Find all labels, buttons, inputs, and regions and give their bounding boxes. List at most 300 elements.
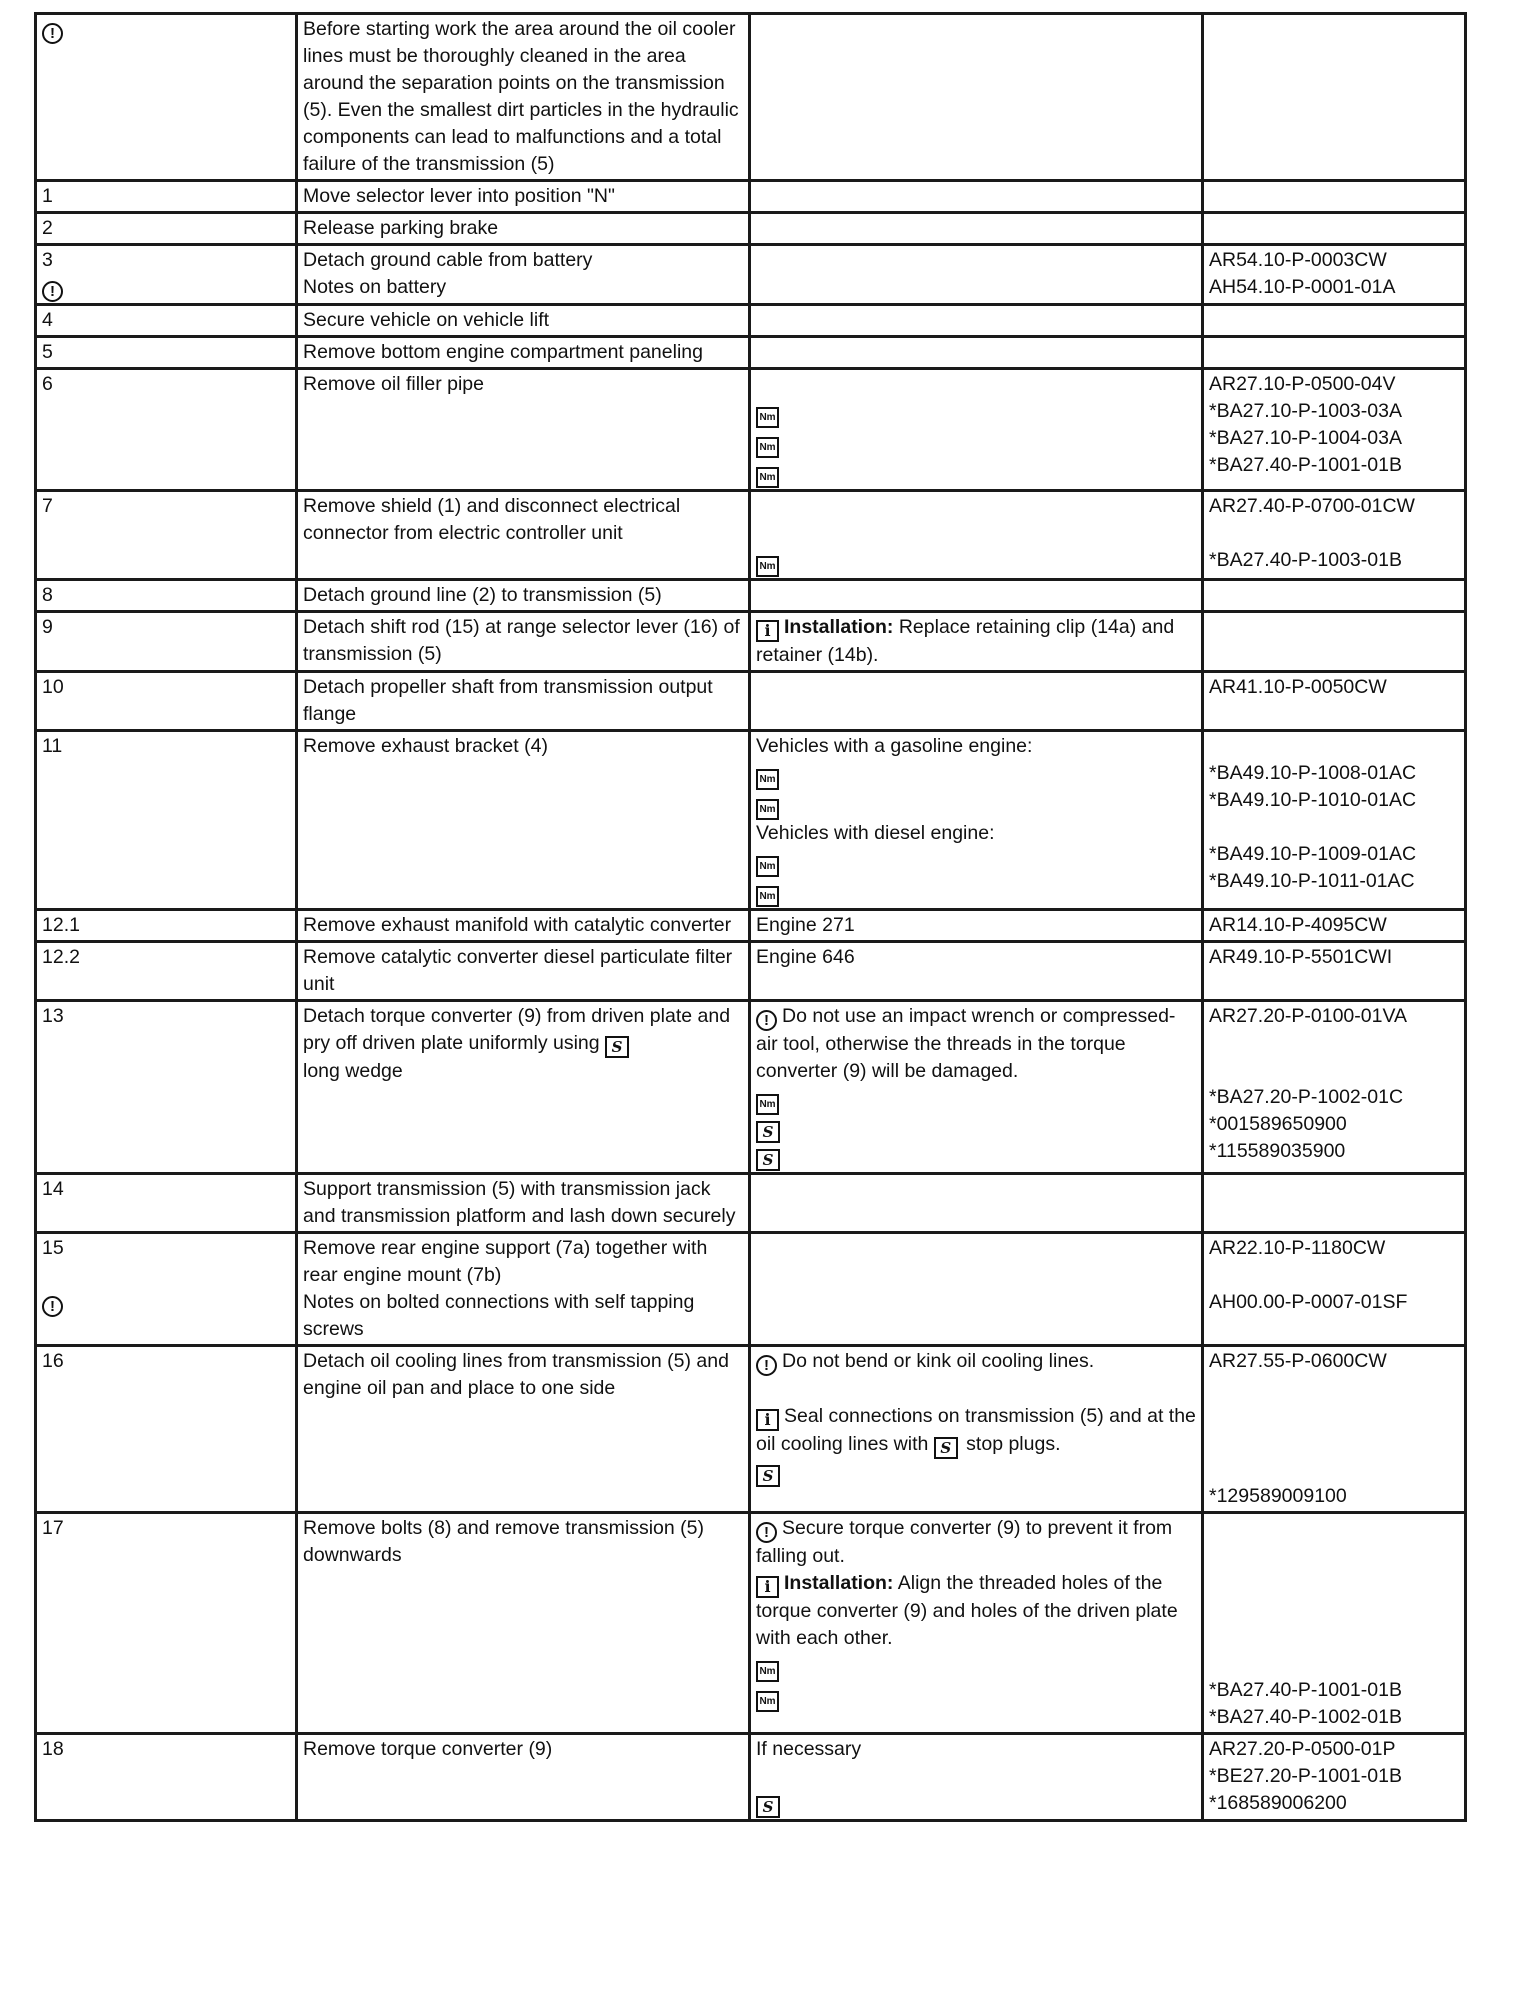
instruction-cell xyxy=(297,672,750,731)
text: Detach oil cooling lines from transmission (5) and engine oil pan and place to one side xyxy=(303,1350,729,1399)
notes-cell xyxy=(750,245,1203,305)
torque-nm-icon: Nm xyxy=(756,886,779,907)
line-text xyxy=(303,1003,743,1058)
line-text xyxy=(1209,493,1459,520)
text: 13 xyxy=(42,1005,64,1027)
line-text xyxy=(756,1403,1196,1459)
line-text xyxy=(1209,1348,1459,1375)
line-text xyxy=(42,944,290,971)
line-text xyxy=(303,582,743,609)
info-icon: i xyxy=(756,620,779,642)
line-text xyxy=(1209,674,1459,701)
line-text xyxy=(1209,398,1459,425)
instruction-cell xyxy=(297,369,750,491)
line-text xyxy=(42,371,290,398)
table-row xyxy=(36,245,1466,305)
text: Detach ground cable from battery xyxy=(303,249,593,271)
torque-nm-icon: Nm xyxy=(756,407,779,428)
line-text xyxy=(42,582,290,609)
line-text xyxy=(1209,547,1459,574)
torque-nm-icon: Nm xyxy=(756,799,779,820)
text: Detach ground line (2) to transmission (5) xyxy=(303,584,662,606)
notes-cell xyxy=(750,337,1203,369)
special-tool-icon: S xyxy=(756,1121,780,1143)
line-text xyxy=(303,371,743,398)
instruction-cell xyxy=(297,612,750,672)
line-text xyxy=(42,674,290,701)
text: 7 xyxy=(42,495,53,517)
text: *BA49.10-P-1009-01AC xyxy=(1209,843,1417,865)
line-text xyxy=(42,1289,290,1317)
line-text xyxy=(756,547,1196,577)
line-text xyxy=(1209,371,1459,398)
table-row xyxy=(36,580,1466,612)
text: Do not use an impact wrench or compressed-air tool, otherwise the threads in the torque converter (9) will be damaged. xyxy=(756,1005,1176,1082)
notes-cell xyxy=(750,612,1203,672)
line-text xyxy=(1209,1262,1459,1289)
notes-cell xyxy=(750,1233,1203,1346)
line-text xyxy=(1209,1736,1459,1763)
installation-label: Installation: xyxy=(784,1572,894,1594)
text: *BA49.10-P-1008-01AC xyxy=(1209,762,1417,784)
text: Remove bolts (8) and remove transmission (5) downwards xyxy=(303,1517,704,1566)
notes-cell xyxy=(750,580,1203,612)
line-text xyxy=(756,877,1196,907)
line-text xyxy=(42,215,290,242)
torque-nm-icon: Nm xyxy=(756,1661,779,1682)
text: 12.2 xyxy=(42,946,80,968)
text: 1 xyxy=(42,185,53,207)
step-number-cell xyxy=(36,181,297,213)
table-row xyxy=(36,1001,1466,1174)
line-text xyxy=(756,1085,1196,1115)
text: 2 xyxy=(42,217,53,239)
line-text xyxy=(1209,733,1459,760)
line-text xyxy=(756,1570,1196,1652)
step-number-cell xyxy=(36,1346,297,1513)
text: *BA49.10-P-1010-01AC xyxy=(1209,789,1417,811)
installation-label: Installation: xyxy=(784,616,894,638)
text: 14 xyxy=(42,1178,64,1200)
table-row xyxy=(36,672,1466,731)
text: Notes on bolted connections with self tapping screws xyxy=(303,1291,695,1340)
instruction-cell xyxy=(297,1233,750,1346)
line-text xyxy=(1209,760,1459,787)
instruction-cell xyxy=(297,213,750,245)
step-number-cell xyxy=(36,337,297,369)
reference-cell xyxy=(1203,1734,1466,1821)
text: Secure vehicle on vehicle lift xyxy=(303,309,550,331)
instruction-cell xyxy=(297,1513,750,1734)
table-row xyxy=(36,491,1466,580)
table-row xyxy=(36,1513,1466,1734)
line-text xyxy=(42,1515,290,1542)
text: Engine 271 xyxy=(756,914,855,936)
table-row xyxy=(36,1233,1466,1346)
line-text xyxy=(42,1176,290,1203)
table-row xyxy=(36,942,1466,1001)
text: 8 xyxy=(42,584,53,606)
reference-cell xyxy=(1203,1346,1466,1513)
table-row xyxy=(36,213,1466,245)
line-text xyxy=(42,1235,290,1262)
reference-cell xyxy=(1203,213,1466,245)
table-row xyxy=(36,1734,1466,1821)
text: If necessary xyxy=(756,1738,862,1760)
line-text xyxy=(1209,1790,1459,1817)
instruction-cell xyxy=(297,1734,750,1821)
text: 15 xyxy=(42,1237,64,1259)
reference-cell xyxy=(1203,942,1466,1001)
line-text xyxy=(1209,247,1459,274)
special-tool-icon: S xyxy=(756,1796,780,1818)
line-text xyxy=(1209,944,1459,971)
text: AR54.10-P-0003CW xyxy=(1209,249,1387,271)
instruction-cell xyxy=(297,1174,750,1233)
line-text xyxy=(303,1176,743,1230)
text: *001589650900 xyxy=(1209,1113,1347,1135)
line-text xyxy=(1209,1456,1459,1483)
line-text xyxy=(42,912,290,939)
step-number-cell xyxy=(36,14,297,181)
reference-cell xyxy=(1203,612,1466,672)
text: *BA27.40-P-1002-01B xyxy=(1209,1706,1402,1728)
step-number-cell xyxy=(36,612,297,672)
text: Remove exhaust manifold with catalytic converter xyxy=(303,914,732,936)
line-text xyxy=(756,1652,1196,1682)
text: Vehicles with diesel engine: xyxy=(756,822,995,844)
instruction-cell xyxy=(297,1346,750,1513)
line-text xyxy=(756,428,1196,458)
text: Detach propeller shaft from transmission output flange xyxy=(303,676,713,725)
instruction-cell xyxy=(297,14,750,181)
notes-cell xyxy=(750,14,1203,181)
text: AR49.10-P-5501CWI xyxy=(1209,946,1393,968)
line-text xyxy=(1209,841,1459,868)
text: Remove rear engine support (7a) together with rear engine mount (7b) xyxy=(303,1237,708,1286)
line-text xyxy=(1209,1677,1459,1704)
reference-cell xyxy=(1203,337,1466,369)
line-text xyxy=(303,733,743,760)
reference-cell xyxy=(1203,1001,1466,1174)
line-text xyxy=(756,1790,1196,1818)
reference-cell xyxy=(1203,910,1466,942)
line-text xyxy=(1209,1375,1459,1402)
text: Engine 646 xyxy=(756,946,855,968)
line-text xyxy=(303,493,743,547)
table-row xyxy=(36,612,1466,672)
warning-icon: ! xyxy=(756,1522,777,1543)
notes-cell xyxy=(750,731,1203,910)
line-text xyxy=(756,1376,1196,1403)
line-text xyxy=(42,307,290,334)
text: 17 xyxy=(42,1517,64,1539)
text: *BA27.10-P-1004-03A xyxy=(1209,427,1402,449)
step-number-cell xyxy=(36,245,297,305)
line-text xyxy=(42,16,290,44)
line-text xyxy=(756,493,1196,520)
table-row xyxy=(36,369,1466,491)
line-text xyxy=(1209,1402,1459,1429)
text: *BA27.20-P-1002-01C xyxy=(1209,1086,1404,1108)
table-row xyxy=(36,1174,1466,1233)
line-text xyxy=(303,614,743,668)
line-text xyxy=(1209,1515,1459,1542)
text: AR14.10-P-4095CW xyxy=(1209,914,1387,936)
line-text xyxy=(303,1235,743,1289)
reference-cell xyxy=(1203,731,1466,910)
text: 6 xyxy=(42,373,53,395)
line-text xyxy=(303,274,743,301)
text: *168589006200 xyxy=(1209,1792,1347,1814)
instruction-cell xyxy=(297,245,750,305)
line-text xyxy=(1209,1623,1459,1650)
line-text xyxy=(303,1289,743,1343)
line-text xyxy=(1209,1057,1459,1084)
line-text xyxy=(42,493,290,520)
step-number-cell xyxy=(36,731,297,910)
step-number-cell xyxy=(36,369,297,491)
line-text xyxy=(42,733,290,760)
step-number-cell xyxy=(36,942,297,1001)
text: 5 xyxy=(42,341,53,363)
step-number-cell xyxy=(36,491,297,580)
text: Move selector lever into position "N" xyxy=(303,185,615,207)
reference-cell xyxy=(1203,305,1466,337)
text: Vehicles with a gasoline engine: xyxy=(756,735,1033,757)
text: AH54.10-P-0001-01A xyxy=(1209,276,1396,298)
reference-cell xyxy=(1203,245,1466,305)
line-text xyxy=(1209,1138,1459,1165)
line-text xyxy=(42,247,290,274)
text: *BA27.10-P-1003-03A xyxy=(1209,400,1402,422)
text: 16 xyxy=(42,1350,64,1372)
step-number-cell xyxy=(36,1513,297,1734)
line-text xyxy=(756,1143,1196,1171)
special-tool-icon: S xyxy=(756,1149,780,1171)
line-text xyxy=(756,1459,1196,1487)
instruction-cell xyxy=(297,910,750,942)
line-text xyxy=(1209,912,1459,939)
line-text xyxy=(1209,1596,1459,1623)
line-text xyxy=(1209,274,1459,301)
info-icon: i xyxy=(756,1409,779,1431)
line-text xyxy=(1209,787,1459,814)
line-text xyxy=(42,1262,290,1289)
line-text xyxy=(756,1115,1196,1143)
warning-icon: ! xyxy=(756,1355,777,1376)
step-number-cell xyxy=(36,213,297,245)
line-text xyxy=(756,733,1196,760)
text: AR27.40-P-0700-01CW xyxy=(1209,495,1415,517)
line-text xyxy=(1209,1763,1459,1790)
torque-nm-icon: Nm xyxy=(756,556,779,577)
text: Do not bend or kink oil cooling lines. xyxy=(782,1350,1095,1372)
text: *BE27.20-P-1001-01B xyxy=(1209,1765,1402,1787)
line-text xyxy=(1209,1111,1459,1138)
notes-cell xyxy=(750,491,1203,580)
text: AR27.55-P-0600CW xyxy=(1209,1350,1387,1372)
text: Seal connections on transmission (5) and at the oil cooling lines with xyxy=(756,1405,1196,1455)
text: Notes on battery xyxy=(303,276,447,298)
line-text xyxy=(1209,1483,1459,1510)
torque-nm-icon: Nm xyxy=(756,1094,779,1115)
torque-nm-icon: Nm xyxy=(756,769,779,790)
text: Remove bottom engine compartment paneling xyxy=(303,341,703,363)
table-row xyxy=(36,14,1466,181)
notes-cell xyxy=(750,1001,1203,1174)
text: 3 xyxy=(42,249,53,271)
text: *129589009100 xyxy=(1209,1485,1347,1507)
table-row xyxy=(36,910,1466,942)
line-text xyxy=(42,274,290,302)
text: AR27.10-P-0500-04V xyxy=(1209,373,1396,395)
line-text xyxy=(42,1348,290,1375)
line-text xyxy=(756,520,1196,547)
text: *BA27.40-P-1001-01B xyxy=(1209,1679,1402,1701)
instruction-cell xyxy=(297,491,750,580)
line-text xyxy=(303,247,743,274)
warning-icon: ! xyxy=(42,1296,63,1317)
text: Detach torque converter (9) from driven plate and pry off driven plate uniformly using xyxy=(303,1005,731,1054)
line-text xyxy=(1209,1289,1459,1316)
table-row xyxy=(36,731,1466,910)
line-text xyxy=(303,1515,743,1569)
line-text xyxy=(756,944,1196,971)
text: AR22.10-P-1180CW xyxy=(1209,1237,1386,1259)
text: Remove shield (1) and disconnect electrical connector from electric controller unit xyxy=(303,495,681,544)
text: Detach shift rod (15) at range selector lever (16) of transmission (5) xyxy=(303,616,740,665)
step-number-cell xyxy=(36,1001,297,1174)
notes-cell xyxy=(750,369,1203,491)
text: Remove catalytic converter diesel particulate filter unit xyxy=(303,946,733,995)
step-number-cell xyxy=(36,1174,297,1233)
line-text xyxy=(756,371,1196,398)
line-text xyxy=(756,912,1196,939)
warning-icon: ! xyxy=(756,1010,777,1031)
text: 10 xyxy=(42,676,64,698)
line-text xyxy=(303,16,743,178)
step-number-cell xyxy=(36,580,297,612)
line-text xyxy=(756,790,1196,820)
step-number-cell xyxy=(36,910,297,942)
text: 11 xyxy=(42,735,63,757)
reference-cell xyxy=(1203,672,1466,731)
line-text xyxy=(303,944,743,998)
line-text xyxy=(1209,868,1459,895)
line-text xyxy=(303,674,743,728)
line-text xyxy=(303,1348,743,1402)
line-text xyxy=(303,1736,743,1763)
table-row xyxy=(36,337,1466,369)
line-text xyxy=(756,820,1196,847)
warning-icon: ! xyxy=(42,281,63,302)
line-text xyxy=(756,1003,1196,1085)
special-tool-icon: S xyxy=(756,1465,780,1487)
step-number-cell xyxy=(36,672,297,731)
line-text xyxy=(303,183,743,210)
reference-cell xyxy=(1203,1513,1466,1734)
text: AR27.20-P-0100-01VA xyxy=(1209,1005,1408,1027)
instruction-cell xyxy=(297,942,750,1001)
text: *BA27.40-P-1003-01B xyxy=(1209,549,1402,571)
line-text xyxy=(756,458,1196,488)
line-text xyxy=(42,1736,290,1763)
instruction-cell xyxy=(297,305,750,337)
notes-cell xyxy=(750,1346,1203,1513)
text: Secure torque converter (9) to prevent it from falling out. xyxy=(756,1517,1173,1567)
step-number-cell xyxy=(36,1734,297,1821)
text: Align the threaded holes of the torque converter (9) and holes of the driven plate with each other. xyxy=(756,1572,1178,1649)
line-text xyxy=(756,1682,1196,1712)
line-text xyxy=(756,760,1196,790)
text: *BA27.40-P-1001-01B xyxy=(1209,454,1402,476)
torque-nm-icon: Nm xyxy=(756,467,779,488)
torque-nm-icon: Nm xyxy=(756,437,779,458)
line-text xyxy=(1209,814,1459,841)
line-text xyxy=(42,339,290,366)
line-text xyxy=(42,614,290,641)
reference-cell xyxy=(1203,1174,1466,1233)
line-text xyxy=(1209,1650,1459,1677)
line-text xyxy=(1209,1030,1459,1057)
line-text xyxy=(1209,1235,1459,1262)
reference-cell xyxy=(1203,1233,1466,1346)
notes-cell xyxy=(750,1174,1203,1233)
step-number-cell xyxy=(36,305,297,337)
special-tool-icon: S xyxy=(605,1036,629,1058)
text: 12.1 xyxy=(42,914,80,936)
instruction-cell xyxy=(297,580,750,612)
info-icon: i xyxy=(756,1576,779,1598)
table-row xyxy=(36,305,1466,337)
table-row xyxy=(36,1346,1466,1513)
line-text xyxy=(756,1736,1196,1763)
line-text xyxy=(756,614,1196,669)
line-text xyxy=(42,1003,290,1030)
line-text xyxy=(1209,1569,1459,1596)
notes-cell xyxy=(750,305,1203,337)
text: *BA49.10-P-1011-01AC xyxy=(1209,870,1415,892)
special-tool-icon: S xyxy=(934,1437,958,1459)
line-text xyxy=(756,847,1196,877)
notes-cell xyxy=(750,1513,1203,1734)
text: 4 xyxy=(42,309,53,331)
reference-cell xyxy=(1203,491,1466,580)
line-text xyxy=(1209,1429,1459,1456)
text: long wedge xyxy=(303,1060,403,1082)
instruction-cell xyxy=(297,1001,750,1174)
text: *115589035900 xyxy=(1209,1140,1346,1162)
text: AR41.10-P-0050CW xyxy=(1209,676,1387,698)
line-text xyxy=(303,215,743,242)
instruction-cell xyxy=(297,337,750,369)
text: AR27.20-P-0500-01P xyxy=(1209,1738,1396,1760)
instruction-cell xyxy=(297,731,750,910)
text: Replace retaining clip (14a) and retainer (14b). xyxy=(756,616,1175,666)
line-text xyxy=(756,1763,1196,1790)
line-text xyxy=(1209,425,1459,452)
notes-cell xyxy=(750,181,1203,213)
notes-cell xyxy=(750,213,1203,245)
text: 9 xyxy=(42,616,53,638)
line-text xyxy=(1209,520,1459,547)
notes-cell xyxy=(750,672,1203,731)
reference-cell xyxy=(1203,369,1466,491)
text: 18 xyxy=(42,1738,64,1760)
torque-nm-icon: Nm xyxy=(756,856,779,877)
notes-cell xyxy=(750,910,1203,942)
